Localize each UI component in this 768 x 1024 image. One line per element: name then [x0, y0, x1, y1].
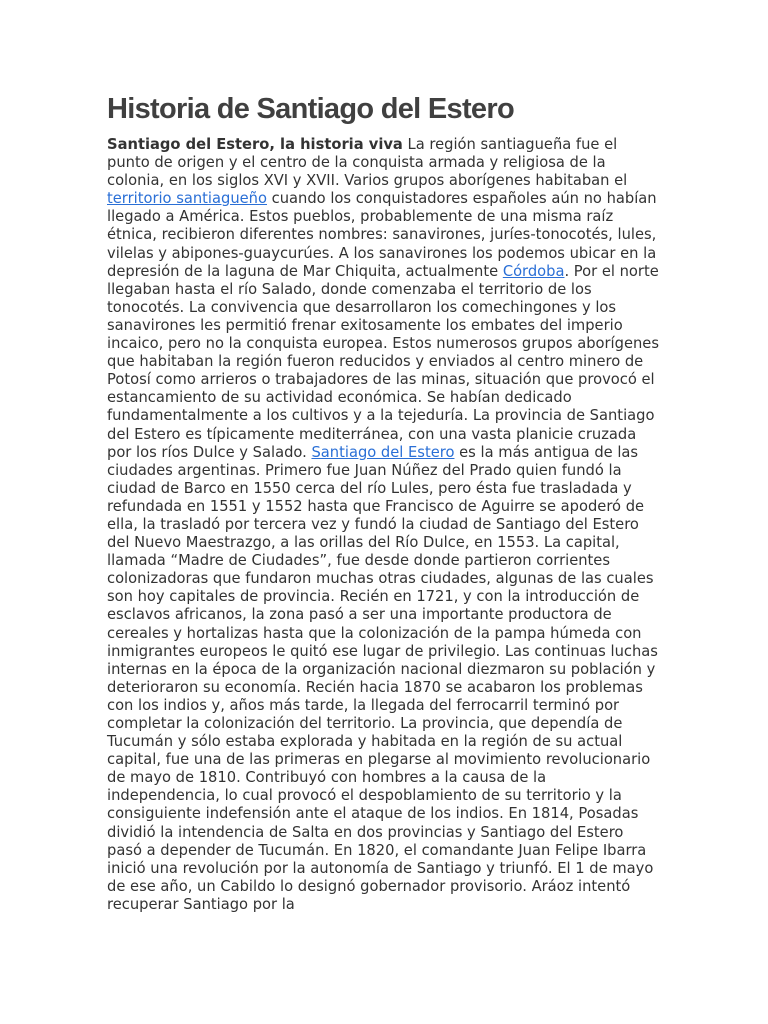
- link-territorio-santiagueno[interactable]: territorio santiagueño: [107, 190, 267, 208]
- body-text-2: cuando los conquistadores españoles aún no habían llegado a América. Estos pueblos, probablemente de una misma raíz étnica, recibieron diferentes nombres: sanavirones, juríes-tonocotés, lules, vilelas y abipones-guaycurúes. A los sanavirones los podemos ubicar en la depresión de la laguna de Mar Chiquita, actualmente: [107, 190, 657, 280]
- body-text-1: La región santiagueña fue el punto de origen y el centro de la conquista armada y religiosa de la colonia, en los siglos XVI y XVII. Varios grupos aborígenes habitaban el: [107, 136, 628, 190]
- lead-heading: Santiago del Estero, la historia viva: [107, 136, 403, 153]
- document-page: [107, 90, 661, 914]
- body-text-3: . Por el norte llegaban hasta el río Salado, donde comenzaba el territorio de los tonocotés. La convivencia que desarrollaron los comechingones y los sanavirones les permitió frenar exitosamente los embates del imperio incaico, pero no la conquista europea. Estos numerosos grupos aborígenes que habitaban la región fueron reducidos y enviados al centro minero de Potosí como arrieros o trabajadores de las minas, situación que provocó el estancamiento de su actividad económica. Se habían dedicado fundamentalmente a los cultivos y a la tejeduría. La provincia de Santiago del Estero es típicamente mediterránea, con una vasta planicie cruzada por los ríos Dulce y Salado.: [107, 262, 659, 461]
- link-santiago-del-estero[interactable]: Santiago del Estero: [311, 443, 455, 461]
- document-title: Historia de Santiago del Estero: [107, 93, 514, 125]
- body-text-4: es la más antigua de las ciudades argentinas. Primero fue Juan Núñez del Prado quien fundó la ciudad de Barco en 1550 cerca del río Lules, pero ésta fue trasladada y refundada en 1551 y 1552 hasta que Francisco de Aguirre se apoderó de ella, la trasladó por tercera vez y fundó la ciudad de Santiago del Estero del Nuevo Maestrazgo, a las orillas del Río Dulce, en 1553. La capital, llamada “Madre de Ciudades”, fue desde donde partieron corrientes colonizadoras que fundaron muchas otras ciudades, algunas de las cuales son hoy capitales de provincia. Recién en 1721, y con la introducción de esclavos africanos, la zona pasó a ser una importante productora de cereales y hortalizas hasta que la colonización de la pampa húmeda con inmigrantes europeos le quitó ese lugar de privilegio. Las continuas luchas internas en la época de la organización nacional diezmaron su población y deterioraron su economía. Recién hacia 1870 se acabaron los problemas con los indios y, años más tarde, la llegada del ferrocarril terminó por completar la colonización del territorio. La provincia, que dependía de Tucumán y sólo estaba explorada y habitada en la región de su actual capital, fue una de las primeras en plegarse al movimiento revolucionario de mayo de 1810. Contribuyó con hombres a la causa de la independencia, lo cual provocó el despoblamiento de su territorio y la consiguiente indefensión ante el ataque de los indios. En 1814, Posadas dividió la intendencia de Salta en dos provincias y Santiago del Estero pasó a depender de Tucumán. En 1820, el comandante Juan Felipe Ibarra inició una revolución por la autonomía de Santiago y triunfó. El 1 de mayo de ese año, un Cabildo lo designó gobernador provisorio. Aráoz intentó recuperar Santiago por la: [107, 443, 658, 913]
- document-body: [107, 136, 661, 914]
- link-cordoba[interactable]: Córdoba: [502, 262, 565, 280]
